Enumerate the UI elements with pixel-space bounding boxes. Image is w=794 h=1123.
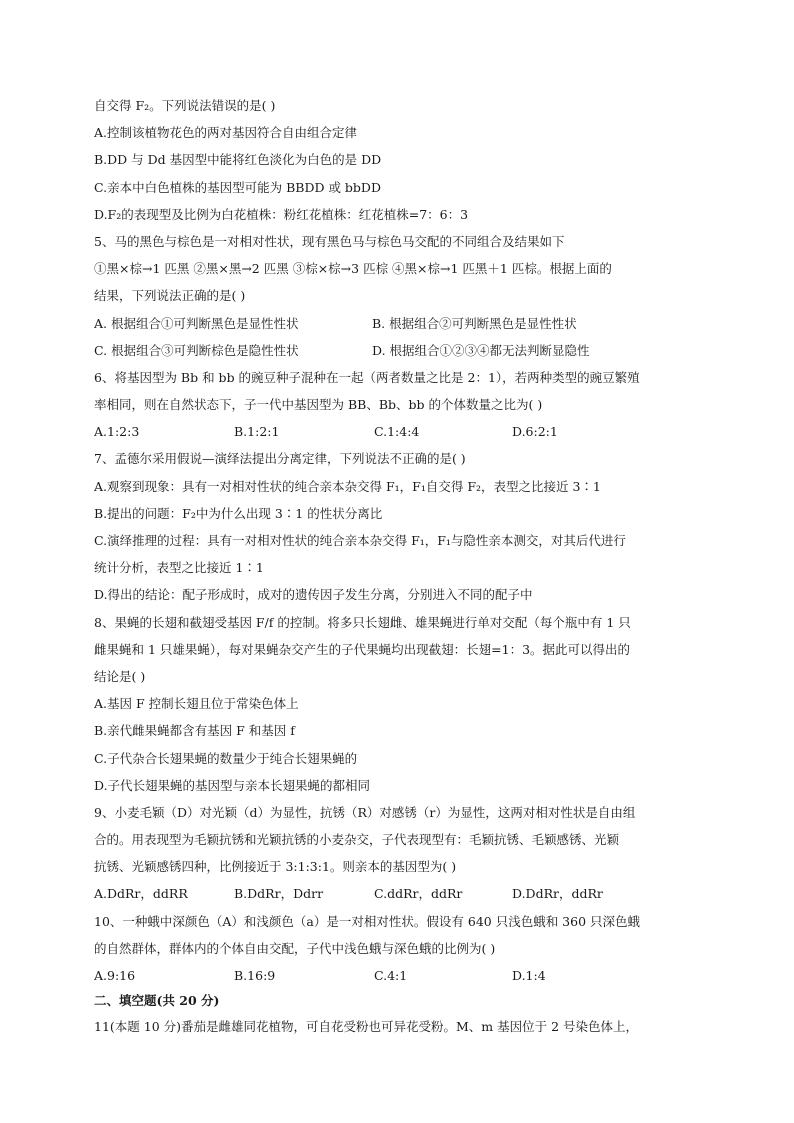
q8-option-a: A.基因 F 控制长翅且位于常染色体上	[94, 696, 299, 712]
document-body	[94, 92, 702, 1040]
q7-option-a: A.观察到现象：具有一对相对性状的纯合亲本杂交得 F₁，F₁自交得 F₂，表型之比接近 3∶1	[94, 478, 601, 494]
q7-stem: 7、孟德尔采用假说—演绎法提出分离定律，下列说法不正确的是( )	[94, 451, 466, 467]
q8-stem: 8、果蝇的长翅和截翅受基因 F/f 的控制。将多只长翅雌、雄果蝇进行单对交配（每个瓶中有 1 只	[94, 614, 631, 630]
q5-options-row1	[94, 310, 702, 337]
q9-stem-line2: 合的。用表现型为毛颖抗锈和光颖抗锈的小麦杂交，子代表现型有：毛颖抗锈、毛颖感锈、光颖	[94, 832, 620, 848]
q9-option-c: C.ddRr，ddRr	[374, 886, 463, 902]
q9-stem-line3: 抗锈、光颖感锈四种，比例接近于 3:1:3:1。则亲本的基因型为( )	[94, 859, 457, 875]
q5-stem-line2: ①黑×棕→1 匹黑 ②黑×黑→2 匹黑 ③棕×棕→3 匹棕 ④黑×棕→1 匹黑＋1 匹棕。根据上面的	[94, 261, 612, 277]
q5-option-a: A. 根据组合①可判断黑色是显性性状	[94, 315, 299, 331]
option-b: B.DD 与 Dd 基因型中能将红色淡化为白色的是 DD	[94, 152, 382, 168]
q7-option-c-line2: 统计分析，表型之比接近 1∶1	[94, 560, 264, 576]
q9-option-b: B.DdRr，Ddrr	[234, 886, 324, 902]
q11-stem: 11(本题 10 分)番茄是雌雄同花植物，可自花受粉也可异花受粉。M、m 基因位于 2 号染色体上，	[94, 1019, 639, 1035]
q5-options-row2	[94, 337, 702, 364]
q8-option-c: C.子代杂合长翅果蝇的数量少于纯合长翅果蝇的	[94, 750, 358, 766]
q9-options	[94, 880, 702, 907]
q10-option-b: B.16:9	[234, 968, 276, 983]
q5-stem-line3: 结果，下列说法正确的是( )	[94, 288, 246, 304]
q10-option-d: D.1:4	[512, 968, 546, 983]
q7-option-d: D.得出的结论：配子形成时，成对的遗传因子发生分离，分别进入不同的配子中	[94, 587, 533, 603]
section-heading-fill-in: 二、填空题(共 20 分)	[94, 993, 220, 1009]
q10-stem-line2: 的自然群体，群体内的个体自由交配，子代中浅色蛾与深色蛾的比例为( )	[94, 940, 496, 956]
q8-stem-line3: 结论是( )	[94, 668, 146, 684]
q10-options	[94, 962, 702, 989]
q8-option-d: D.子代长翅果蝇的基因型与亲本长翅果蝇的都相同	[94, 777, 371, 793]
q10-option-a: A.9:16	[94, 968, 136, 983]
q8-stem-line2: 雌果蝇和 1 只雄果蝇），每对果蝇杂交产生的子代果蝇均出现截翅：长翅=1：3。据此可以得出的	[94, 641, 631, 657]
q5-stem: 5、马的黑色与棕色是一对相对性状，现有黑色马与棕色马交配的不同组合及结果如下	[94, 233, 565, 249]
q7-option-b: B.提出的问题：F₂中为什么出现 3∶1 的性状分离比	[94, 505, 383, 521]
q6-option-d: D.6:2:1	[512, 424, 558, 440]
q5-option-c: C. 根据组合③可判断棕色是隐性性状	[94, 342, 299, 358]
q6-option-b: B.1:2:1	[234, 424, 280, 440]
q9-stem: 9、小麦毛颖（D）对光颖（d）为显性，抗锈（R）对感锈（r）为显性，这两对相对性状是自由组	[94, 804, 636, 820]
option-a: A.控制该植物花色的两对基因符合自由组合定律	[94, 125, 358, 141]
option-c: C.亲本中白色植株的基因型可能为 BBDD 或 bbDD	[94, 179, 381, 195]
q6-options	[94, 418, 702, 445]
q5-option-b: B. 根据组合②可判断黑色是显性性状	[372, 315, 577, 331]
q6-stem-line2: 率相同，则在自然状态下，子一代中基因型为 BB、Bb、bb 的个体数量之比为( )	[94, 397, 543, 413]
q7-option-c: C.演绎推理的过程：具有一对相对性状的纯合亲本杂交得 F₁，F₁与隐性亲本测交，对其后代进行	[94, 533, 626, 548]
q6-option-c: C.1:4:4	[374, 424, 420, 440]
q9-option-a: A.DdRr，ddRR	[94, 886, 188, 902]
q10-option-c: C.4:1	[374, 968, 408, 983]
q6-stem: 6、将基因型为 Bb 和 bb 的豌豆种子混种在一起（两者数量之比是 2：1），若两种类型的豌豆繁殖	[94, 369, 640, 385]
question-stem-continuation: 自交得 F₂。下列说法错误的是( )	[94, 98, 276, 113]
q10-stem: 10、一种蛾中深颜色（A）和浅颜色（a）是一对相对性状。假设有 640 只浅色蛾和 360 只深色蛾	[94, 913, 640, 929]
option-d: D.F₂的表现型及比例为白花植株：粉红花植株：红花植株=7：6：3	[94, 206, 469, 222]
q9-option-d: D.DdRr，ddRr	[512, 886, 603, 902]
q6-option-a: A.1:2:3	[94, 424, 140, 440]
q5-option-d: D. 根据组合①②③④都无法判断显隐性	[372, 342, 590, 358]
q8-option-b: B.亲代雌果蝇都含有基因 F 和基因 f	[94, 723, 295, 739]
